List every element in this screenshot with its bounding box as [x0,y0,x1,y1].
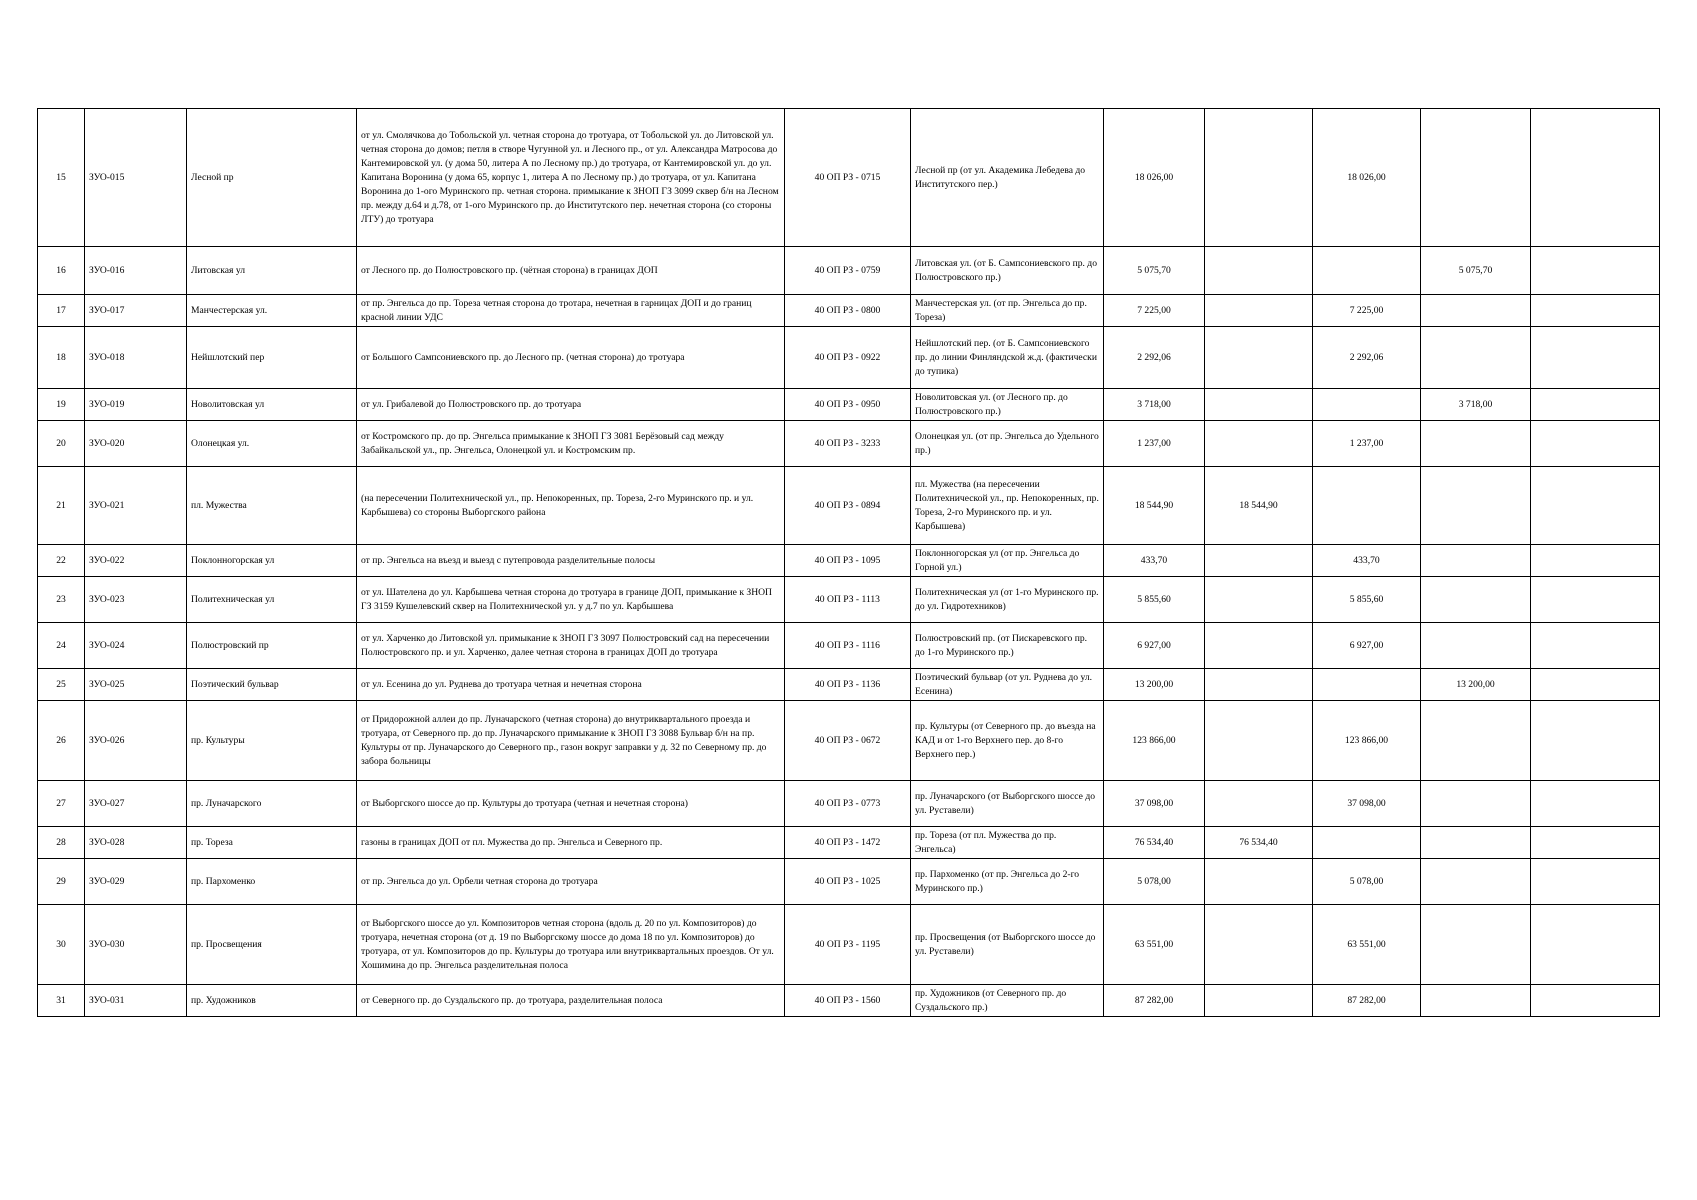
area-col-a [1205,109,1313,247]
area-col-a [1205,295,1313,327]
area-col-c [1421,327,1531,389]
object-code: ЗУО-017 [85,295,187,327]
road-registry-number: 40 ОП РЗ - 1113 [785,577,911,623]
road-name: пр. Просвещения (от Выборгского шоссе до ул. Руставели) [911,905,1104,985]
area-col-a: 76 534,40 [1205,827,1313,859]
area-col-a [1205,781,1313,827]
area-col-a [1205,545,1313,577]
area-col-c [1421,701,1531,781]
street-name: пр. Культуры [187,701,357,781]
total-area: 123 866,00 [1104,701,1205,781]
row-number: 18 [38,327,85,389]
road-registry-number: 40 ОП РЗ - 0800 [785,295,911,327]
object-code: ЗУО-015 [85,109,187,247]
road-name: пр. Луначарского (от Выборгского шоссе до ул. Руставели) [911,781,1104,827]
area-col-b: 7 225,00 [1313,295,1421,327]
row-number: 20 [38,421,85,467]
road-name: Литовская ул. (от Б. Сампсониевского пр. до Полюстровского пр.) [911,247,1104,295]
row-number: 31 [38,985,85,1017]
road-name: Политехническая ул (от 1-го Муринского пр. до ул. Гидротехников) [911,577,1104,623]
area-description: (на пересечении Политехнической ул., пр. Непокоренных, пр. Тореза, 2-го Муринского пр. и ул. Карбышева) со стороны Выборгского района [357,467,785,545]
total-area: 6 927,00 [1104,623,1205,669]
table-row [38,781,1660,827]
street-name: пр. Луначарского [187,781,357,827]
object-code: ЗУО-020 [85,421,187,467]
row-number: 21 [38,467,85,545]
road-registry-number: 40 ОП РЗ - 1025 [785,859,911,905]
road-name: пр. Художников (от Северного пр. до Суздальского пр.) [911,985,1104,1017]
area-col-d [1531,109,1660,247]
area-description: от ул. Грибалевой до Полюстровского пр. до тротуара [357,389,785,421]
table-row [38,421,1660,467]
area-col-b: 5 855,60 [1313,577,1421,623]
table-row [38,577,1660,623]
road-registry-number: 40 ОП РЗ - 0759 [785,247,911,295]
area-col-c [1421,905,1531,985]
area-col-b: 6 927,00 [1313,623,1421,669]
area-col-d [1531,905,1660,985]
road-name: пр. Пархоменко (от пр. Энгельса до 2-го Муринского пр.) [911,859,1104,905]
row-number: 26 [38,701,85,781]
area-col-c [1421,985,1531,1017]
area-description: от ул. Харченко до Литовской ул. примыкание к ЗНОП ГЗ 3097 Полюстровский сад на пересечении Полюстровского пр. и ул. Харченко, далее четная сторона в границах ДОП до тротуара [357,623,785,669]
area-col-d [1531,327,1660,389]
area-col-a [1205,669,1313,701]
area-description: от ул. Шателена до ул. Карбышева четная сторона до тротуара в границе ДОП, примыкание к ЗНОП ГЗ 3159 Кушелевский сквер на Политехнической ул. у д.7 по ул. Карбышева [357,577,785,623]
object-code: ЗУО-031 [85,985,187,1017]
area-description: от пр. Энгельса на въезд и выезд с путепровода разделительные полосы [357,545,785,577]
road-name: Поклонногорская ул (от пр. Энгельса до Горной ул.) [911,545,1104,577]
total-area: 5 855,60 [1104,577,1205,623]
street-name: Олонецкая ул. [187,421,357,467]
area-col-c [1421,577,1531,623]
street-name: Поклонногорская ул [187,545,357,577]
row-number: 28 [38,827,85,859]
area-description: от ул. Есенина до ул. Руднева до тротуара четная и нечетная сторона [357,669,785,701]
street-name: пр. Тореза [187,827,357,859]
area-col-c [1421,295,1531,327]
area-col-a [1205,389,1313,421]
road-registry-number: 40 ОП РЗ - 0715 [785,109,911,247]
road-name: Лесной пр (от ул. Академика Лебедева до Институтского пер.) [911,109,1104,247]
total-area: 433,70 [1104,545,1205,577]
area-col-a [1205,577,1313,623]
area-description: от ул. Смолячкова до Тобольской ул. четная сторона до тротуара, от Тобольской ул. до Литовской ул. четная сторона до домов; петля в створе Чугунной ул. и Лесного пр., от ул. Александра Матросова до Кантемировской ул. (у дома 50, литера А по Лесному пр.) до тротуара, от Кантемировской ул. до ул. Капитана Воронина (у дома 65, корпус 1, литера А по Лесному пр.) до тротуара, от ул. Капитана Воронина до 1-ого Муринского пр. четная сторона. примыкание к ЗНОП ГЗ 3099 сквер б/н на Лесном пр. между д.64 и д.78, от 1-ого Муринского пр. до Институтского пер. нечетная сторона (со стороны ЛТУ) до тротуара [357,109,785,247]
object-code: ЗУО-019 [85,389,187,421]
table-row [38,545,1660,577]
area-col-c [1421,781,1531,827]
area-col-a [1205,623,1313,669]
road-name: Олонецкая ул. (от пр. Энгельса до Удельного пр.) [911,421,1104,467]
area-col-b: 87 282,00 [1313,985,1421,1017]
records-table [37,108,1660,1017]
table-row [38,109,1660,247]
table-row [38,827,1660,859]
road-name: Новолитовская ул. (от Лесного пр. до Полюстровского пр.) [911,389,1104,421]
area-col-c [1421,859,1531,905]
area-col-a [1205,701,1313,781]
table-row [38,389,1660,421]
row-number: 23 [38,577,85,623]
road-registry-number: 40 ОП РЗ - 3233 [785,421,911,467]
area-description: газоны в границах ДОП от пл. Мужества до пр. Энгельса и Северного пр. [357,827,785,859]
row-number: 15 [38,109,85,247]
area-description: от Выборгского шоссе до ул. Композиторов четная сторона (вдоль д. 20 по ул. Композиторов) до тротуара, нечетная сторона (от д. 19 по Выборгскому шоссе до дома 18 по ул. Композиторов) до тротуара, от ул. Композиторов до пр. Культуры до тротуара или внутриквартальных проездов. От ул. Хошимина до пр. Энгельса разделительная полоса [357,905,785,985]
area-description: от Северного пр. до Суздальского пр. до тротуара, разделительная полоса [357,985,785,1017]
area-col-a [1205,859,1313,905]
object-code: ЗУО-021 [85,467,187,545]
area-col-c [1421,545,1531,577]
area-col-a [1205,905,1313,985]
row-number: 30 [38,905,85,985]
road-registry-number: 40 ОП РЗ - 1560 [785,985,911,1017]
area-col-b [1313,247,1421,295]
street-name: пр. Просвещения [187,905,357,985]
row-number: 16 [38,247,85,295]
area-description: от Большого Сампсониевского пр. до Лесного пр. (четная сторона) до тротуара [357,327,785,389]
road-registry-number: 40 ОП РЗ - 0773 [785,781,911,827]
area-col-c [1421,467,1531,545]
object-code: ЗУО-027 [85,781,187,827]
area-col-d [1531,295,1660,327]
area-description: от Выборгского шоссе до пр. Культуры до тротуара (четная и нечетная сторона) [357,781,785,827]
area-col-b: 18 026,00 [1313,109,1421,247]
area-col-b: 5 078,00 [1313,859,1421,905]
area-description: от пр. Энгельса до ул. Орбели четная сторона до тротуара [357,859,785,905]
street-name: Литовская ул [187,247,357,295]
street-name: Полюстровский пр [187,623,357,669]
row-number: 29 [38,859,85,905]
area-col-d [1531,389,1660,421]
area-col-d [1531,985,1660,1017]
area-col-b [1313,467,1421,545]
road-name: Полюстровский пр. (от Пискаревского пр. до 1-го Муринского пр.) [911,623,1104,669]
area-col-b: 63 551,00 [1313,905,1421,985]
road-registry-number: 40 ОП РЗ - 0672 [785,701,911,781]
area-col-b: 433,70 [1313,545,1421,577]
area-description: от пр. Энгельса до пр. Тореза четная сторона до тротара, нечетная в гарницах ДОП и до границ красной линии УДС [357,295,785,327]
object-code: ЗУО-016 [85,247,187,295]
road-registry-number: 40 ОП РЗ - 1116 [785,623,911,669]
total-area: 13 200,00 [1104,669,1205,701]
street-name: пр. Пархоменко [187,859,357,905]
area-col-c: 13 200,00 [1421,669,1531,701]
table-row [38,701,1660,781]
table-row [38,985,1660,1017]
area-col-d [1531,827,1660,859]
area-col-a [1205,327,1313,389]
object-code: ЗУО-025 [85,669,187,701]
street-name: Нейшлотский пер [187,327,357,389]
area-col-d [1531,701,1660,781]
object-code: ЗУО-024 [85,623,187,669]
area-col-a [1205,247,1313,295]
table-row [38,247,1660,295]
total-area: 2 292,06 [1104,327,1205,389]
area-col-d [1531,545,1660,577]
row-number: 27 [38,781,85,827]
area-col-d [1531,577,1660,623]
road-registry-number: 40 ОП РЗ - 1136 [785,669,911,701]
object-code: ЗУО-029 [85,859,187,905]
area-col-a [1205,421,1313,467]
table-row [38,859,1660,905]
object-code: ЗУО-023 [85,577,187,623]
road-registry-number: 40 ОП РЗ - 0922 [785,327,911,389]
table-body [38,109,1660,1017]
total-area: 5 078,00 [1104,859,1205,905]
row-number: 19 [38,389,85,421]
area-col-b: 123 866,00 [1313,701,1421,781]
area-col-b [1313,389,1421,421]
object-code: ЗУО-030 [85,905,187,985]
area-col-b [1313,669,1421,701]
area-col-c: 5 075,70 [1421,247,1531,295]
area-col-c [1421,109,1531,247]
road-registry-number: 40 ОП РЗ - 0894 [785,467,911,545]
table-row [38,623,1660,669]
area-col-d [1531,623,1660,669]
road-registry-number: 40 ОП РЗ - 1095 [785,545,911,577]
area-col-d [1531,669,1660,701]
row-number: 17 [38,295,85,327]
road-name: пр. Культуры (от Северного пр. до въезда на КАД и от 1-го Верхнего пер. до 8-го Верхнего пер.) [911,701,1104,781]
row-number: 24 [38,623,85,669]
area-description: от Костромского пр. до пр. Энгельса примыкание к ЗНОП ГЗ 3081 Берёзовый сад между Забайкальской ул., пр. Энгельса, Олонецкой ул. и Костромским пр. [357,421,785,467]
street-name: Манчестерская ул. [187,295,357,327]
area-col-c [1421,827,1531,859]
area-col-a: 18 544,90 [1205,467,1313,545]
table-row [38,327,1660,389]
area-col-d [1531,859,1660,905]
total-area: 18 026,00 [1104,109,1205,247]
area-col-b [1313,827,1421,859]
area-col-b: 37 098,00 [1313,781,1421,827]
table-row [38,295,1660,327]
area-description: от Придорожной аллеи до пр. Луначарского (четная сторона) до внутриквартального проезда и тротуара, от Северного пр. до пр. Луначарского примыкание к ЗНОП ГЗ 3088 Бульвар б/н на пр. Культуры от пр. Луначарского до Северного пр., газон вокруг заправки у д. 32 по Северному пр. до забора больницы [357,701,785,781]
road-name: пр. Тореза (от пл. Мужества до пр. Энгельса) [911,827,1104,859]
object-code: ЗУО-018 [85,327,187,389]
street-name: Лесной пр [187,109,357,247]
total-area: 18 544,90 [1104,467,1205,545]
area-col-a [1205,985,1313,1017]
row-number: 22 [38,545,85,577]
road-name: пл. Мужества (на пересечении Политехнической ул., пр. Непокоренных, пр. Тореза, 2-го Муринского пр. и ул. Карбышева) [911,467,1104,545]
street-name: пл. Мужества [187,467,357,545]
object-code: ЗУО-028 [85,827,187,859]
table-row [38,669,1660,701]
area-description: от Лесного пр. до Полюстровского пр. (чётная сторона) в границах ДОП [357,247,785,295]
area-col-d [1531,467,1660,545]
object-code: ЗУО-022 [85,545,187,577]
road-name: Манчестерская ул. (от пр. Энгельса до пр. Тореза) [911,295,1104,327]
total-area: 63 551,00 [1104,905,1205,985]
road-registry-number: 40 ОП РЗ - 1472 [785,827,911,859]
table-row [38,905,1660,985]
row-number: 25 [38,669,85,701]
total-area: 5 075,70 [1104,247,1205,295]
road-name: Нейшлотский пер. (от Б. Сампсониевского пр. до линии Финляндской ж.д. (фактически до тупика) [911,327,1104,389]
area-col-c: 3 718,00 [1421,389,1531,421]
area-col-c [1421,623,1531,669]
area-col-d [1531,247,1660,295]
total-area: 37 098,00 [1104,781,1205,827]
total-area: 3 718,00 [1104,389,1205,421]
total-area: 1 237,00 [1104,421,1205,467]
street-name: Поэтический бульвар [187,669,357,701]
object-code: ЗУО-026 [85,701,187,781]
street-name: Новолитовская ул [187,389,357,421]
total-area: 7 225,00 [1104,295,1205,327]
area-col-b: 2 292,06 [1313,327,1421,389]
road-name: Поэтический бульвар (от ул. Руднева до ул. Есенина) [911,669,1104,701]
area-col-b: 1 237,00 [1313,421,1421,467]
total-area: 87 282,00 [1104,985,1205,1017]
area-col-c [1421,421,1531,467]
road-registry-number: 40 ОП РЗ - 1195 [785,905,911,985]
total-area: 76 534,40 [1104,827,1205,859]
road-registry-number: 40 ОП РЗ - 0950 [785,389,911,421]
area-col-d [1531,781,1660,827]
street-name: Политехническая ул [187,577,357,623]
area-col-d [1531,421,1660,467]
table-row [38,467,1660,545]
street-name: пр. Художников [187,985,357,1017]
